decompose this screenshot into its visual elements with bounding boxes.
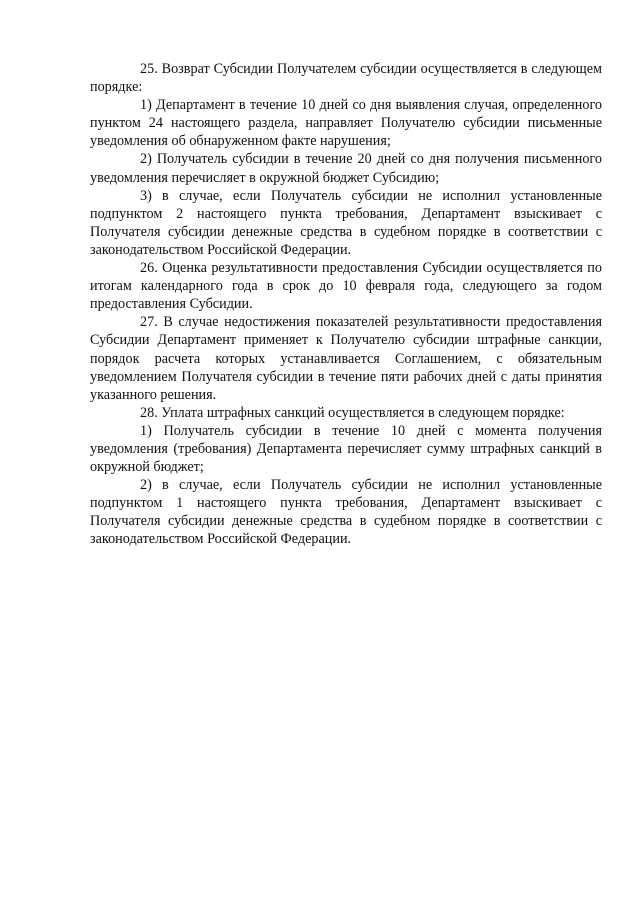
paragraph-25-item-3: 3) в случае, если Получатель субсидии не исполнил установленные подпунктом 2 настоящего пункта требования, Департамент взыскивает с Получателя субсидии денежные средства в судебном порядке в соответствии с законодательством Российской Федерации. bbox=[90, 187, 602, 258]
paragraph-25-item-2: 2) Получатель субсидии в течение 20 дней со дня получения письменного уведомления перечисляет в окружной бюджет Субсидию; bbox=[90, 151, 602, 186]
paragraph-25-item-1: 1) Департамент в течение 10 дней со дня выявления случая, определенного пунктом 24 настоящего раздела, направляет Получателю субсидии письменные уведомления об обнаруженном факте нарушения; bbox=[90, 97, 602, 150]
paragraph-28: 28. Уплата штрафных санкций осуществляется в следующем порядке: bbox=[140, 404, 565, 421]
paragraph-28-item-2: 2) в случае, если Получатель субсидии не исполнил установленные подпунктом 1 настоящего пункта требования, Департамент взыскивает с Получателя субсидии денежные средства в судебном порядке в соответствии с законодательством Российской Федерации. bbox=[90, 477, 602, 548]
paragraph-28-item-1: 1) Получатель субсидии в течение 10 дней с момента получения уведомления (требования) Департамента перечисляет сумму штрафных санкций в окружной бюджет; bbox=[90, 422, 602, 476]
document-page bbox=[90, 60, 602, 549]
paragraph-27: 27. В случае недостижения показателей результативности предоставления Субсидии Департамент применяет к Получателю субсидии штрафные санкции, порядок расчета которых устанавливается Соглашением, с обязательным уведомлением Получателя субсидии в течение пяти рабочих дней с даты принятия указанного решения. bbox=[90, 314, 602, 403]
paragraph-25: 25. Возврат Субсидии Получателем субсидии осуществляется в следующем порядке: bbox=[90, 61, 602, 96]
paragraph-26: 26. Оценка результативности предоставления Субсидии осуществляется по итогам календарного года в срок до 10 февраля года, следующего за годом предоставления Субсидии. bbox=[90, 260, 602, 313]
